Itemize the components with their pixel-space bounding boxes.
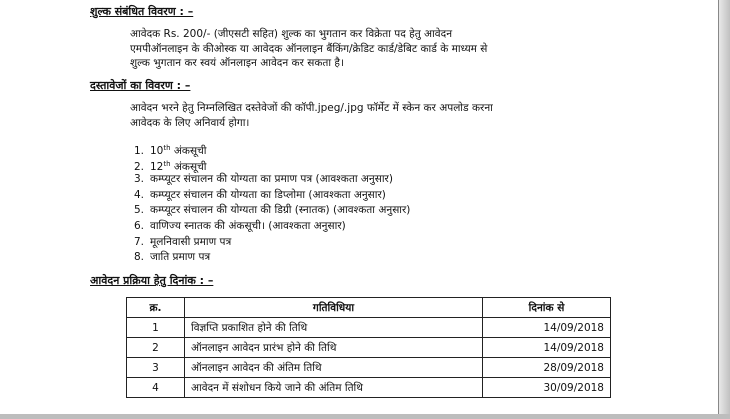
row-activity: विज्ञप्ति प्रकाशित होने की तिथि <box>185 318 483 338</box>
row-date: 14/09/2018 <box>483 338 611 358</box>
fee-line-2: एमपीऑनलाइन के कीओस्क या आवेदक ऑनलाइन बैंकिंग/क्रेडिट कार्ड/डेबिट कार्ड के माध्यम से <box>130 42 488 55</box>
table-row <box>127 338 611 358</box>
list-item: 8. जाति प्रमाण पत्र <box>134 251 211 264</box>
list-item: 5. कम्प्यूटर संचालन की योग्यता की डिग्री (स्नातक) (आवश्कता अनुसार) <box>134 204 411 217</box>
table-header-row <box>127 298 611 318</box>
documents-line-1: आवेदन भरने हेतु निम्नलिखित दस्तेवेजों की कॉपी.jpeg/.jpg फॉर्मेट में स्केन कर अपलोड करना <box>130 102 493 114</box>
list-item: 2. 12th अंकसूची <box>134 159 207 173</box>
page-bottom-edge <box>0 414 730 419</box>
process-heading: आवेदन प्रक्रिया हेतु दिनांक : – <box>90 274 214 287</box>
header-date: दिनांक से <box>483 298 611 318</box>
list-item: 7. मूलनिवासी प्रमाण पत्र <box>134 235 232 248</box>
row-date: 14/09/2018 <box>483 318 611 338</box>
dates-table <box>126 297 611 398</box>
header-activity: गतिविधिया <box>185 298 483 318</box>
row-date: 28/09/2018 <box>483 358 611 378</box>
row-date: 30/09/2018 <box>483 378 611 398</box>
fee-heading: शुल्क संबंधित विवरण : – <box>90 5 194 18</box>
list-item: 1. 10th अंकसूची <box>134 144 207 157</box>
row-activity: ऑनलाइन आवेदन की अंतिम तिथि <box>185 358 483 378</box>
row-activity: आवेदन में संशोधन किये जाने की अंतिम तिथि <box>185 378 483 398</box>
fee-paragraph <box>130 27 487 71</box>
page-edge-shadow <box>718 0 730 419</box>
fee-line-3: शुल्क भुगतान कर स्वयं ऑनलाइन आवेदन कर सकता है। <box>130 57 344 69</box>
documents-line-2: आवेदक के लिए अनिवार्य होगा। <box>130 116 250 129</box>
documents-heading: दस्तावेजों का विवरण : – <box>90 79 191 92</box>
list-item: 4. कम्प्यूटर संचालन की योग्यता का डिप्लोमा (आवश्कता अनुसार) <box>134 188 386 201</box>
row-serial: 2 <box>127 338 185 358</box>
row-activity: ऑनलाइन आवेदन प्रारंभ होने की तिथि <box>185 338 483 358</box>
documents-list <box>130 141 410 266</box>
row-serial: 4 <box>127 378 185 398</box>
list-item: 3. कम्प्यूटर संचालन की योग्यता का प्रमाण पत्र (आवश्कता अनुसार) <box>134 173 393 186</box>
documents-paragraph <box>130 101 493 130</box>
table-row <box>127 318 611 338</box>
fee-line-1: आवेदक Rs. 200/- (जीएसटी सहित) शुल्क का भुगतान कर विक्रेता पद हेतु आवेदन <box>130 28 453 40</box>
header-serial: क्र. <box>127 298 185 318</box>
table-row <box>127 378 611 398</box>
table-row <box>127 358 611 378</box>
list-item: 6. वाणिज्य स्नातक की अंकसूची। (आवश्कता अनुसार) <box>134 219 346 232</box>
row-serial: 1 <box>127 318 185 338</box>
row-serial: 3 <box>127 358 185 378</box>
